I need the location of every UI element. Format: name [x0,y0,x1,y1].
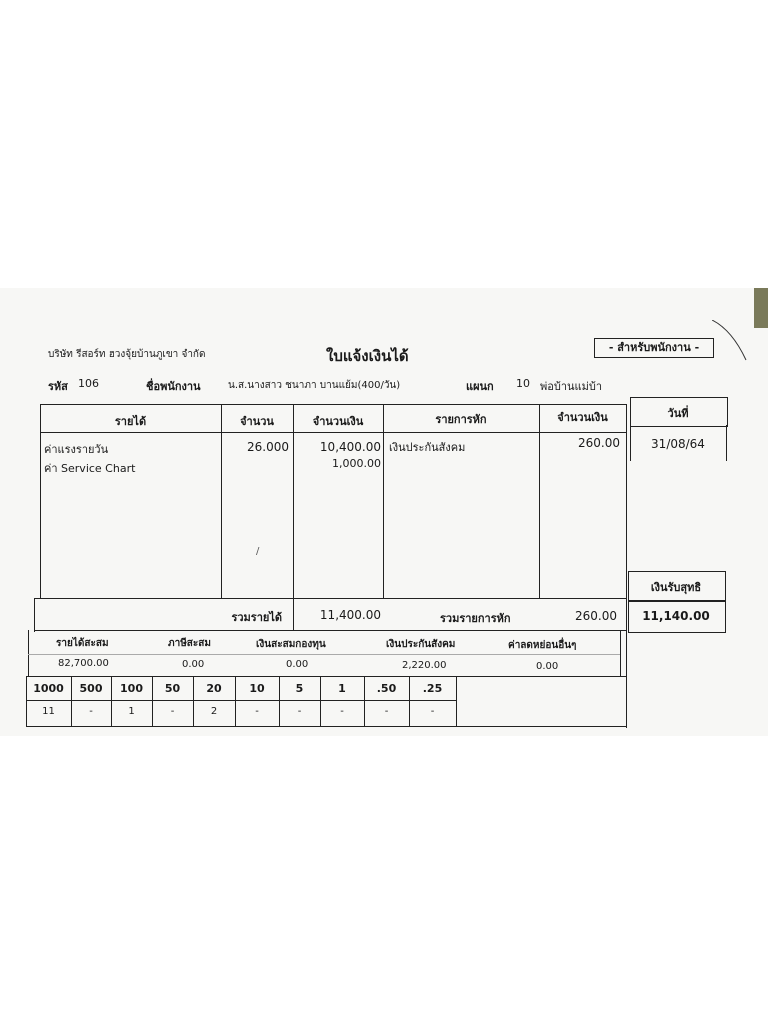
denom-col-divider-4 [193,676,194,726]
cumulative-bottom-line [26,676,626,677]
table-total-line [34,598,626,599]
header-deduction: รายการหัก [435,413,487,426]
code-label: รหัส [48,380,68,393]
income-row-2-name: ค่า Service Chart [44,462,136,475]
income-row-1-qty: 26.000 [247,440,289,454]
company-name: บริษัท รีสอร์ท ฮวงจุ้ยบ้านภูเขา จำกัด [48,349,206,360]
total-income-value: 11,400.00 [319,608,381,622]
denom-col-divider-9 [409,676,410,726]
employee-name: น.ส.นางสาว ชนาภา บานแย้ม(400/วัน) [228,380,401,391]
total-income-label: รวมรายได้ [231,611,282,624]
col-divider-1 [221,404,222,598]
net-value: 11,140.00 [642,609,710,623]
deduction-row-1-amount: 260.00 [578,436,620,450]
denom-header-1: 500 [79,682,103,695]
header-deduction-amount: จำนวนเงิน [557,411,608,424]
col-divider-4 [539,404,540,598]
paper-corner-curve [712,320,752,362]
denom-value-7: - [340,706,344,717]
denom-header-3: 50 [164,682,181,695]
header-qty: จำนวน [240,415,274,428]
cumulative-value-tax: 0.00 [182,659,205,670]
denom-col-divider-7 [320,676,321,726]
header-date: วันที่ [667,407,689,420]
denom-value-8: - [384,706,389,717]
denom-bottom-line [26,726,626,727]
net-label: เงินรับสุทธิ [650,581,702,594]
denom-col-divider-2 [111,676,112,726]
denom-header-7: 1 [338,682,346,695]
denom-value-9: - [430,706,435,717]
denom-col-divider-8 [364,676,365,726]
document-title: ใบแจ้งเงินได้ [326,347,409,365]
header-amount: จำนวนเงิน [312,415,364,428]
denom-col-divider-5 [235,676,236,726]
cumulative-value-social: 2,220.00 [402,660,447,671]
cumulative-mid-line [28,654,620,655]
employee-code: 106 [78,377,99,390]
denom-header-6: 5 [295,682,304,695]
denom-header-4: 20 [206,682,222,695]
denom-value-6: - [297,706,302,717]
dept-code: 10 [516,377,530,390]
date-value: 31/08/64 [651,437,705,451]
cumulative-value-fund: 0.00 [286,659,309,670]
denom-header-8: .50 [376,682,397,695]
denom-value-5: - [255,706,259,717]
denom-value-2: 1 [128,706,135,717]
denom-value-3: - [170,706,175,717]
date-box-right [726,425,727,461]
cumulative-header-social: เงินประกันสังคม [386,639,456,650]
table-left-border-lower [34,598,35,632]
denom-col-divider-1 [71,676,72,726]
income-row-1-amount: 10,400.00 [319,440,381,454]
cumulative-header-other: ค่าลดหย่อนอื่นๆ [508,640,577,651]
cumulative-right-border [620,630,621,676]
col-divider-3 [383,404,384,598]
deduction-row-1-name: เงินประกันสังคม [389,441,466,454]
cumulative-header-tax: ภาษีสะสม [168,638,211,649]
dept-label: แผนก [466,380,494,393]
denom-mid-line [26,700,456,701]
cumulative-value-other: 0.00 [536,661,559,672]
cumulative-value-income: 82,700.00 [58,658,109,669]
col-divider-2 [293,404,294,630]
name-label: ชื่อพนักงาน [146,380,201,393]
stray-mark: / [256,546,260,557]
cumulative-left-border [28,630,29,676]
denom-col-divider-6 [279,676,280,726]
denom-value-1: - [89,706,93,717]
income-row-2-amount: 1,000.00 [332,457,381,470]
table-bottom-line [34,630,626,631]
denom-col-divider-3 [152,676,153,726]
table-right-border [626,404,627,728]
header-income: รายได้ [114,415,147,428]
income-row-1-name: ค่าแรงรายวัน [44,443,109,456]
dept-name: พ่อบ้านแม่บ้า [540,380,603,393]
for-employee-tag: - สำหรับพนักงาน - [594,338,714,358]
cumulative-header-fund: เงินสะสมกองทุน [256,639,326,650]
denom-header-2: 100 [120,682,143,695]
denom-right-border [456,676,457,726]
denom-header-9: .25 [422,682,443,695]
table-left-border [40,404,41,598]
total-deduction-label: รวมรายการหัก [440,612,511,625]
total-deduction-value: 260.00 [575,609,617,623]
denom-header-5: 10 [249,682,265,695]
denom-value-0: 11 [42,706,55,717]
cumulative-header-income: รายได้สะสม [56,638,109,649]
background-edge [754,288,768,328]
denom-value-4: 2 [210,706,218,717]
denom-header-0: 1000 [33,682,64,695]
